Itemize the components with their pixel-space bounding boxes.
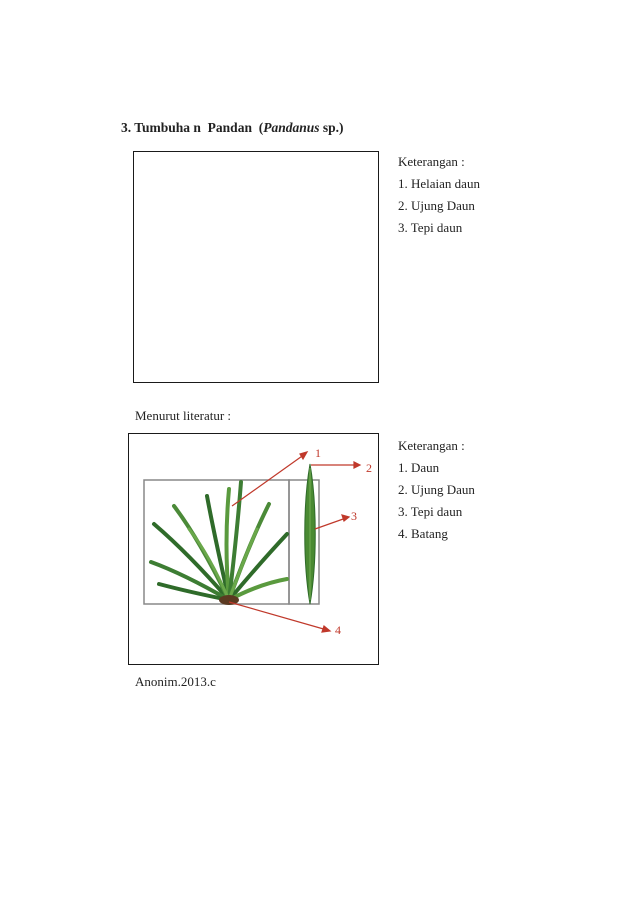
source-citation: Anonim.2013.c	[135, 674, 216, 689]
heading-suffix: sp.)	[319, 120, 344, 135]
pandan-diagram	[129, 434, 378, 664]
annotation-arrows	[229, 452, 360, 632]
legend-title: Keterangan :	[398, 154, 465, 169]
label-3: 3	[351, 509, 357, 523]
legend-item: 4. Batang	[398, 526, 448, 541]
section-heading	[121, 120, 344, 136]
legend-item: 3. Tepi daun	[398, 220, 463, 235]
legend-item: 1. Daun	[398, 460, 440, 475]
legend-item: 2. Ujung Daun	[398, 482, 475, 497]
legend-item: 1. Helaian daun	[398, 176, 480, 191]
label-2: 2	[366, 461, 372, 475]
legend-title: Keterangan :	[398, 438, 465, 453]
legend-observation	[398, 151, 480, 239]
label-4: 4	[335, 623, 341, 637]
observation-photo-box	[133, 151, 379, 383]
literature-diagram-box	[128, 433, 379, 665]
legend-item: 2. Ujung Daun	[398, 198, 475, 213]
heading-italic-name: Pandanus	[263, 120, 320, 135]
legend-item: 3. Tepi daun	[398, 504, 463, 519]
label-1: 1	[315, 446, 321, 460]
legend-literature	[398, 435, 475, 545]
heading-prefix: 3. Tumbuha n Pandan (	[121, 120, 264, 135]
pandan-plant-illustration	[151, 482, 287, 600]
literature-label: Menurut literatur :	[135, 408, 232, 423]
